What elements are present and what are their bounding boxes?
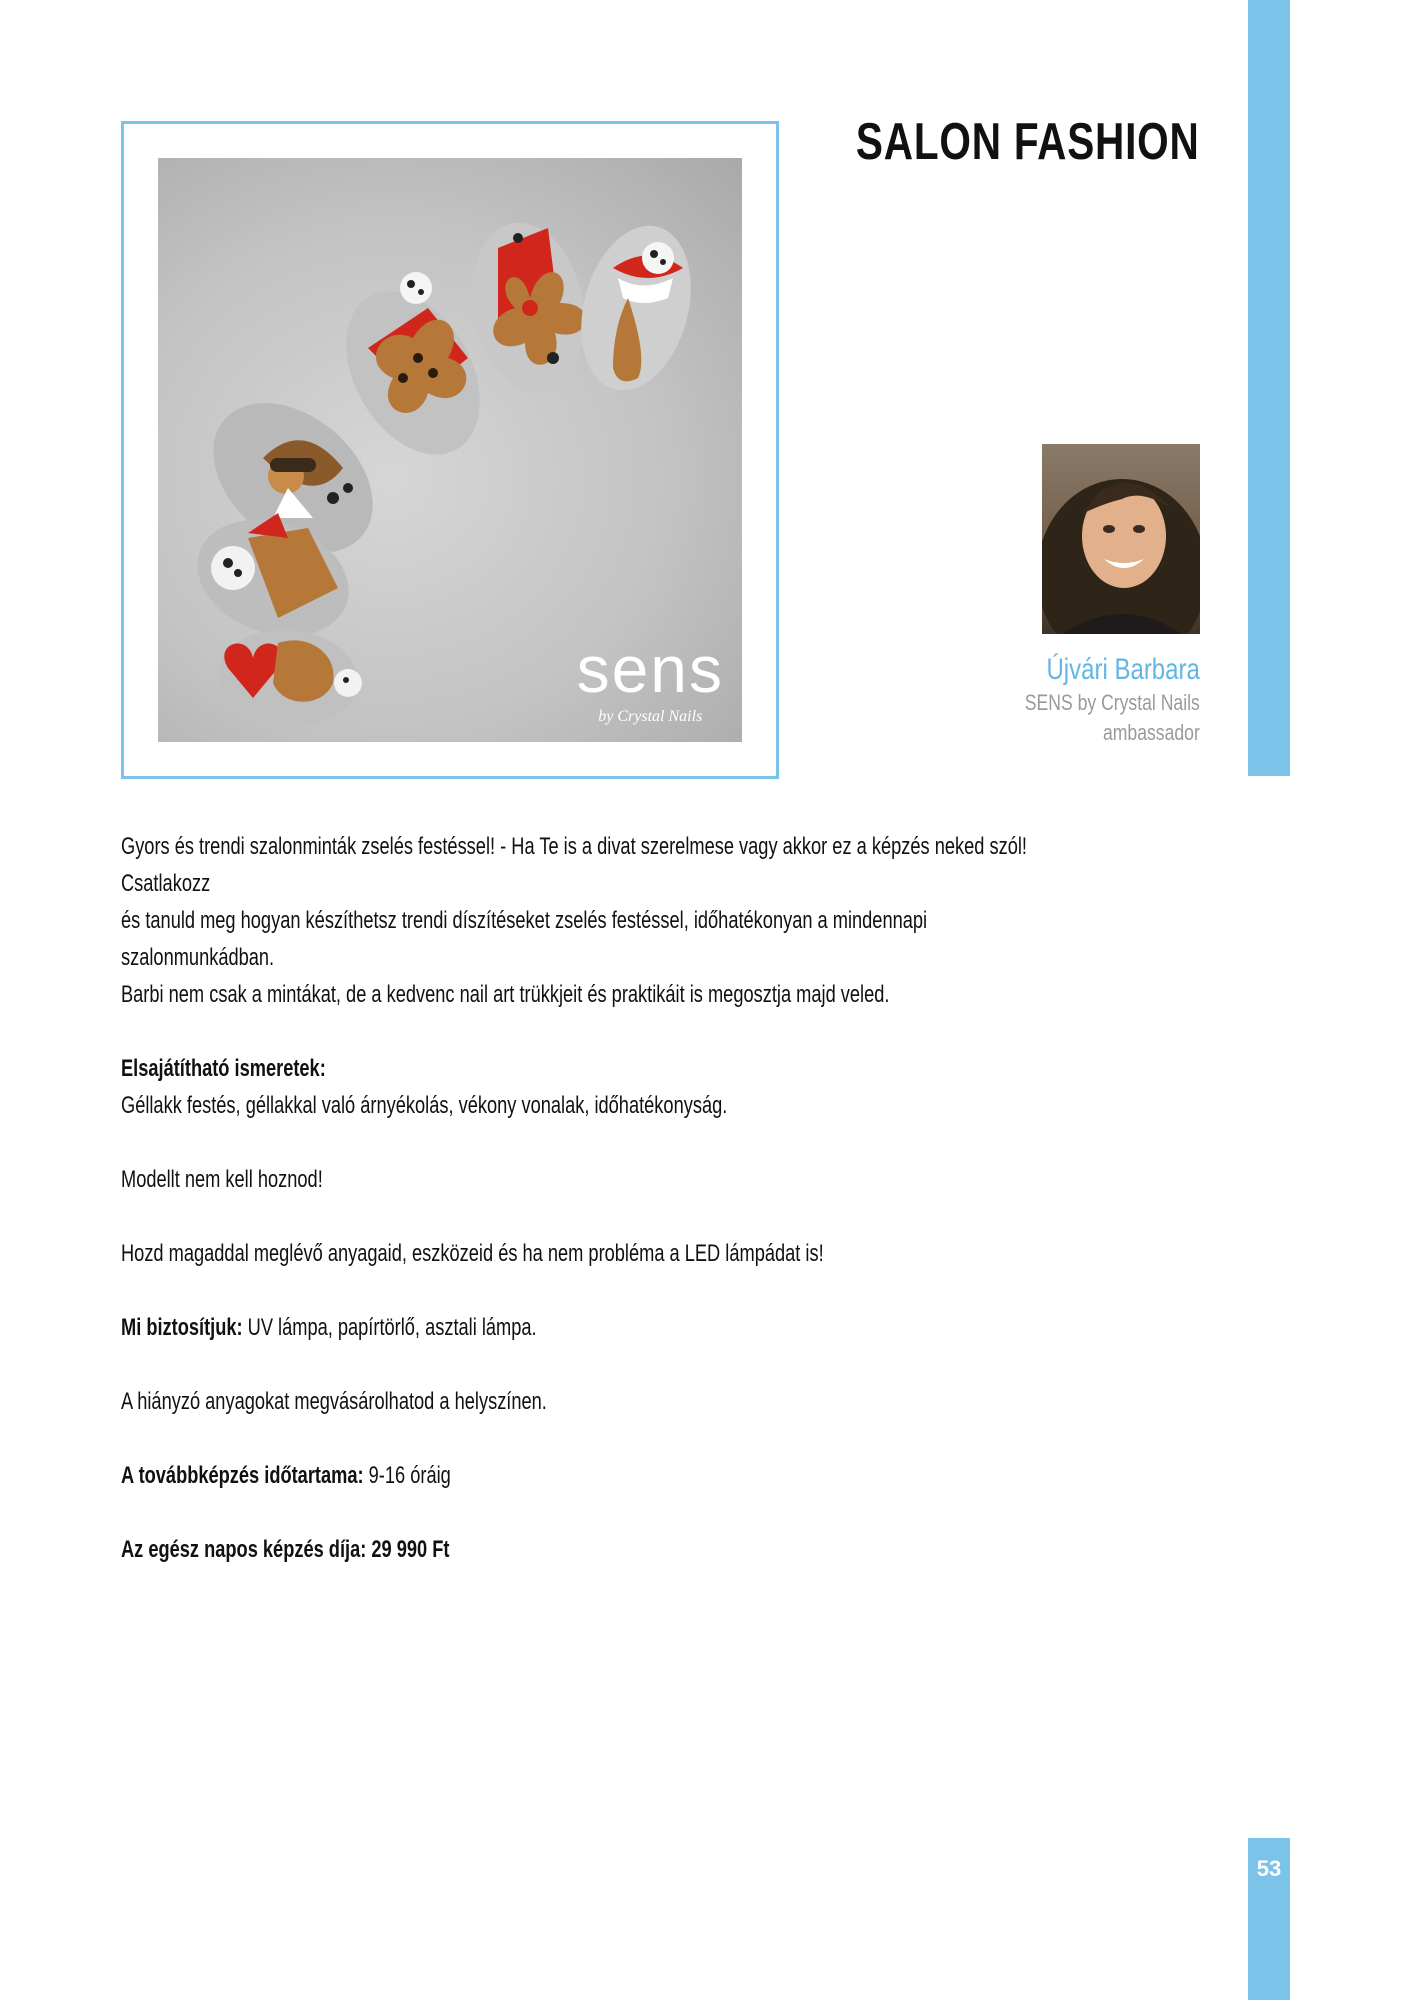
duration-label: A továbbképzés időtartama: xyxy=(121,1462,364,1489)
price-line: Az egész napos képzés díja: 29 990 Ft xyxy=(121,1536,450,1563)
provided-line xyxy=(121,1309,1079,1346)
provided-label: Mi biztosítjuk: xyxy=(121,1314,243,1341)
page-number-tab xyxy=(1248,1838,1290,2000)
skills-text: Géllakk festés, géllakkal való árnyékolás, vékony vonalak, időhatékonyság. xyxy=(121,1092,728,1119)
brand-subline: by Crystal Nails xyxy=(598,708,703,725)
buy-note: A hiányzó anyagokat megvásárolhatod a helyszínen. xyxy=(121,1388,547,1415)
instructor-role-line1: SENS by Crystal Nails xyxy=(1024,690,1200,715)
bring-note: Hozd magaddal meglévő anyagaid, eszközeid és ha nem probléma a LED lámpádat is! xyxy=(121,1240,824,1267)
side-accent-bar xyxy=(1248,0,1290,776)
nail-tip-4 xyxy=(564,213,708,402)
intro-line-1: Gyors és trendi szalonminták zselés festéssel! - Ha Te is a divat szerelmese vagy akkor ez a képzés neked szól! Csatlakozz xyxy=(121,833,1027,897)
instructor-role-line2: ambassador xyxy=(1103,720,1200,745)
sens-brand-logo xyxy=(576,632,724,726)
intro-line-3: Barbi nem csak a mintákat, de a kedvenc nail art trükkjeit és praktikáit is megosztja majd veled. xyxy=(121,981,890,1008)
brand-name: sens xyxy=(576,632,724,706)
nail-art-photo xyxy=(158,158,742,742)
instructor-name: Újvári Barbara xyxy=(1046,653,1200,686)
provided-text: UV lámpa, papírtörlő, asztali lámpa. xyxy=(242,1314,537,1341)
page-title: SALON FASHION xyxy=(856,113,1200,171)
instructor-portrait xyxy=(1042,444,1200,634)
course-description xyxy=(121,828,1079,1568)
skills-heading: Elsajátítható ismeretek: xyxy=(121,1055,326,1082)
intro-line-2: és tanuld meg hogyan készíthetsz trendi díszítéseket zselés festéssel, időhatékonyan a mindennapi szalonmunkádban. xyxy=(121,907,928,971)
duration-text: 9-16 óráig xyxy=(363,1462,451,1489)
page-number: 53 xyxy=(1256,1856,1282,1881)
nail-tip-3 xyxy=(459,214,597,402)
nail-art-photo-frame xyxy=(121,121,779,779)
duration-line xyxy=(121,1457,1079,1494)
nail-tip-6 xyxy=(214,624,362,732)
model-note: Modellt nem kell hoznod! xyxy=(121,1166,323,1193)
instructor-caption xyxy=(1025,652,1200,748)
